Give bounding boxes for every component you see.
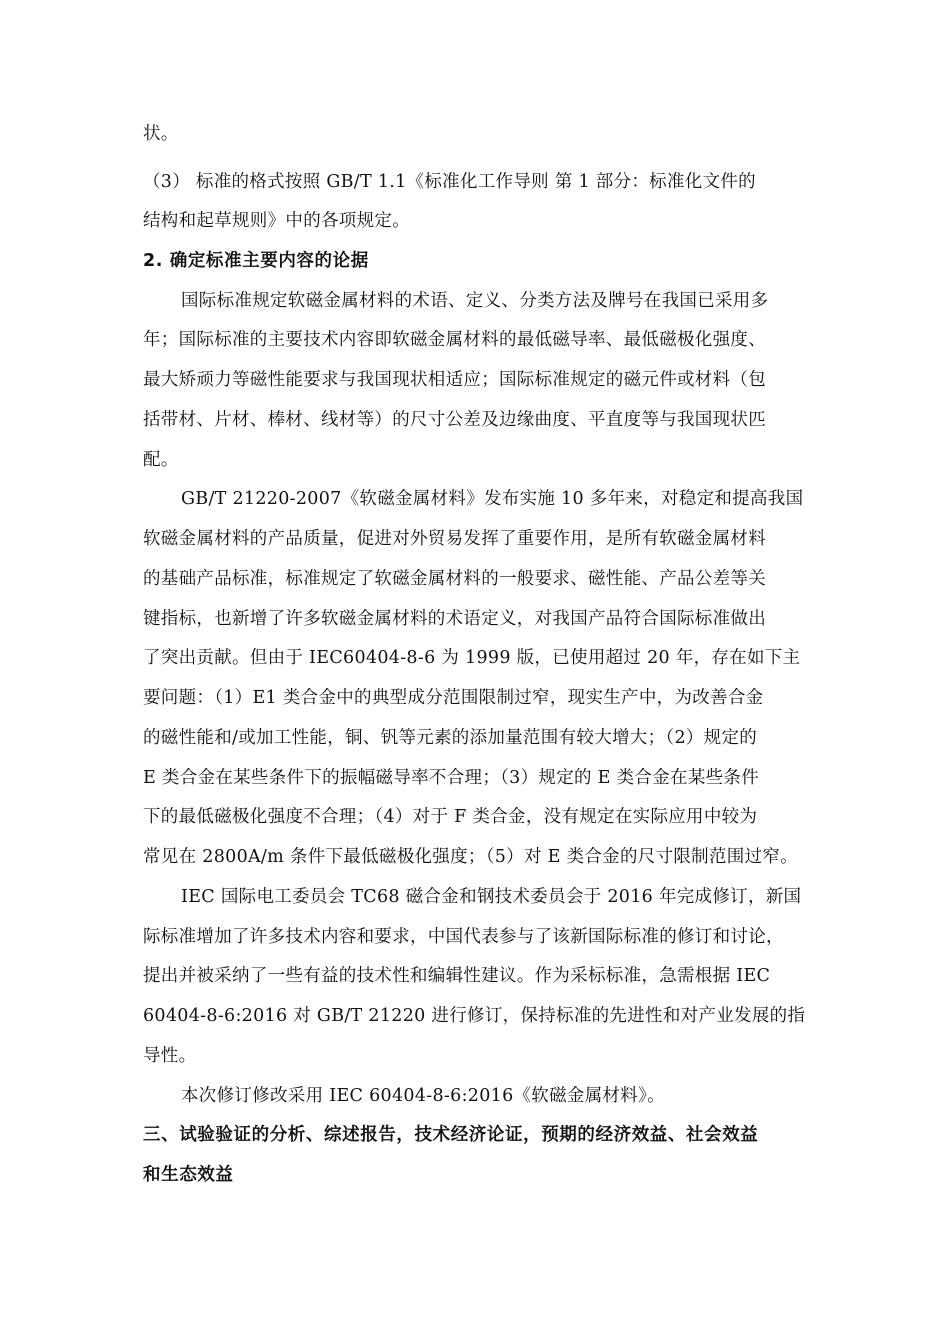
text-line: 际标准增加了许多技术内容和要求，中国代表参与了该新国际标准的修订和讨论，: [143, 927, 784, 947]
text-line: 了突出贡献。但由于 IEC60404-8-6 为 1999 版，已使用超过 20 年，存在如下主: [143, 648, 801, 668]
text-line: 要问题：（1）E1 类合金中的典型成分范围限制过窄，现实生产中，为改善合金: [143, 688, 764, 708]
text-line: 常见在 2800A/m 条件下最低磁极化强度；（5）对 E 类合金的尺寸限制范围过窄。: [143, 847, 798, 867]
text-line: 最大矫顽力等磁性能要求与我国现状相适应；国际标准规定的磁元件或材料（包: [143, 370, 766, 390]
section-heading: 2. 确定标准主要内容的论据: [143, 251, 369, 271]
text-line: 年；国际标准的主要技术内容即软磁金属材料的最低磁导率、最低磁极化强度、: [143, 330, 766, 350]
section-heading: 三、试验验证的分析、综述报告，技术经济论证，预期的经济效益、社会效益: [143, 1125, 759, 1145]
text-line: 的磁性能和/或加工性能，铜、钒等元素的添加量范围有较大增大；（2）规定的: [143, 728, 758, 748]
text-line: IEC 国际电工委员会 TC68 磁合金和钢技术委员会于 2016 年完成修订，新国: [181, 887, 802, 907]
text-line: 状。: [143, 124, 179, 144]
text-line: GB/T 21220-2007《软磁金属材料》发布实施 10 多年来，对稳定和提高我国: [181, 489, 804, 509]
text-line: 下的最低磁极化强度不合理；（4）对于 F 类合金，没有规定在实际应用中较为: [143, 807, 758, 827]
text-line: 导性。: [143, 1046, 197, 1066]
text-line: 的基础产品标准，标准规定了软磁金属材料的一般要求、磁性能、产品公差等关: [143, 569, 766, 589]
text-line: 60404-8-6:2016 对 GB/T 21220 进行修订，保持标准的先进性和对产业发展的指: [143, 1006, 806, 1026]
text-line: 配。: [143, 450, 179, 470]
text-line: 国际标准规定软磁金属材料的术语、定义、分类方法及牌号在我国已采用多: [181, 291, 769, 311]
section-heading: 和生态效益: [143, 1165, 234, 1185]
text-line: 提出并被采纳了一些有益的技术性和编辑性建议。作为采标标准，急需根据 IEC: [143, 966, 771, 986]
text-line: E 类合金在某些条件下的振幅磁导率不合理；（3）规定的 E 类合金在某些条件: [143, 768, 760, 788]
text-line: 括带材、片材、棒材、线材等）的尺寸公差及边缘曲度、平直度等与我国现状匹: [143, 410, 766, 430]
text-line: 键指标，也新增了许多软磁金属材料的术语定义，对我国产品符合国际标准做出: [143, 609, 766, 629]
text-line: 软磁金属材料的产品质量，促进对外贸易发挥了重要作用，是所有软磁金属材料: [143, 529, 766, 549]
text-line: 结构和起草规则》中的各项规定。: [143, 211, 410, 231]
text-line: 本次修订修改采用 IEC 60404-8-6:2016《软磁金属材料》。: [181, 1086, 665, 1106]
text-line: （3） 标准的格式按照 GB/T 1.1《标准化工作导则 第 1 部分：标准化文件的: [143, 172, 756, 192]
